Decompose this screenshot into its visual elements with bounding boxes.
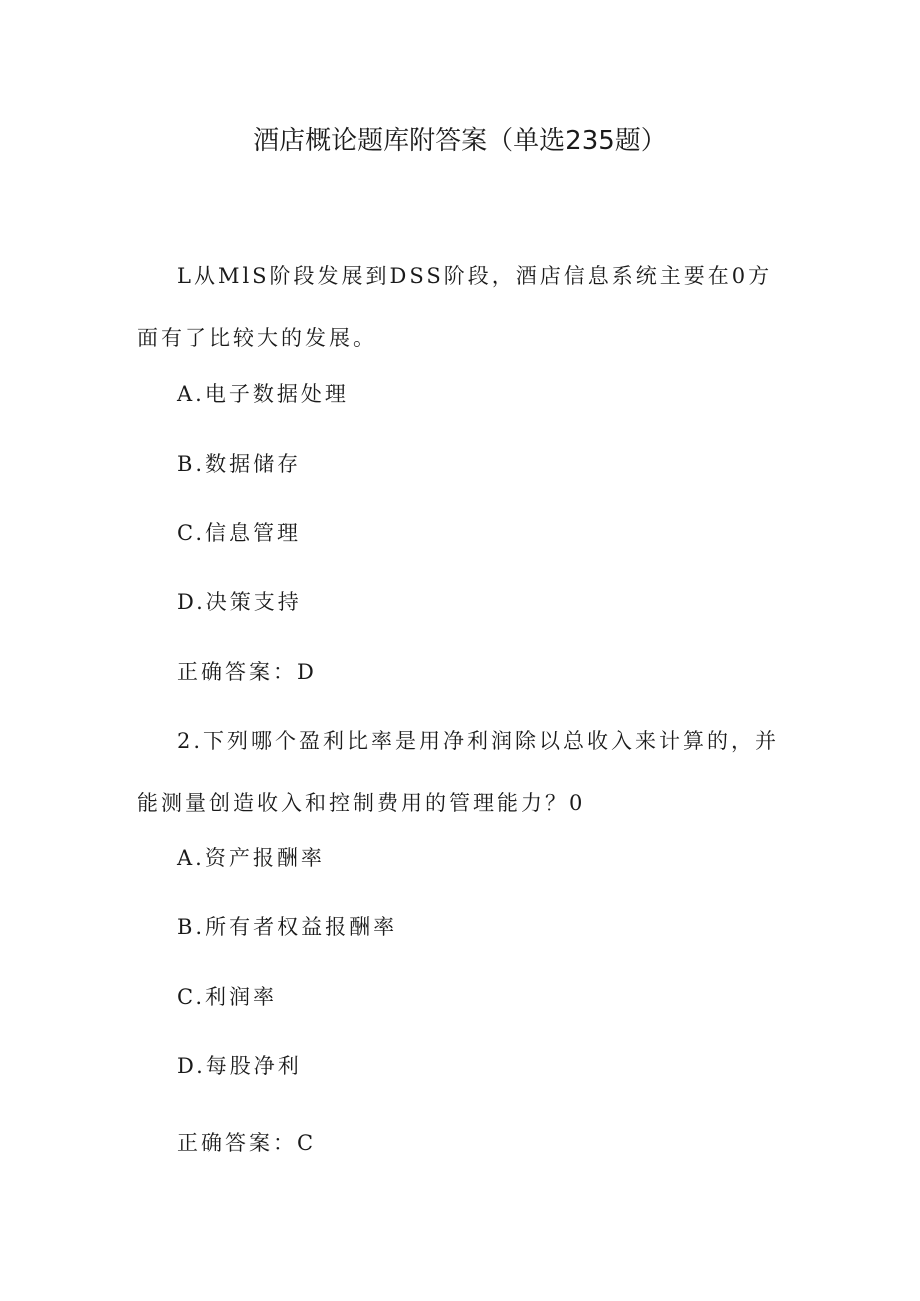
question-2-option-b: B.所有者权益报酬率 [177,915,398,939]
question-2-option-c: C.利润率 [177,985,277,1009]
question-1-option-a: A.电子数据处理 [177,382,349,406]
question-2-option-d: D.每股净利 [177,1054,302,1078]
question-2-option-a: A.资产报酬率 [177,846,325,870]
question-1-option-c: C.信息管理 [177,521,301,545]
document-title: 酒店概论题库附答案（单选235题） [253,126,667,156]
question-2-answer: 正确答案：C [177,1131,317,1155]
question-1-option-b: B.数据储存 [177,452,302,476]
question-1-answer: 正确答案：D [177,660,317,684]
question-2-stem: 2.下列哪个盈利比率是用净利润除以总收入来计算的，并能测量创造收入和控制费用的管理能力？0 [137,729,780,815]
question-1-stem: L从MlS阶段发展到DSS阶段，酒店信息系统主要在0方面有了比较大的发展。 [137,264,773,350]
question-1-option-d: D.决策支持 [177,590,302,614]
